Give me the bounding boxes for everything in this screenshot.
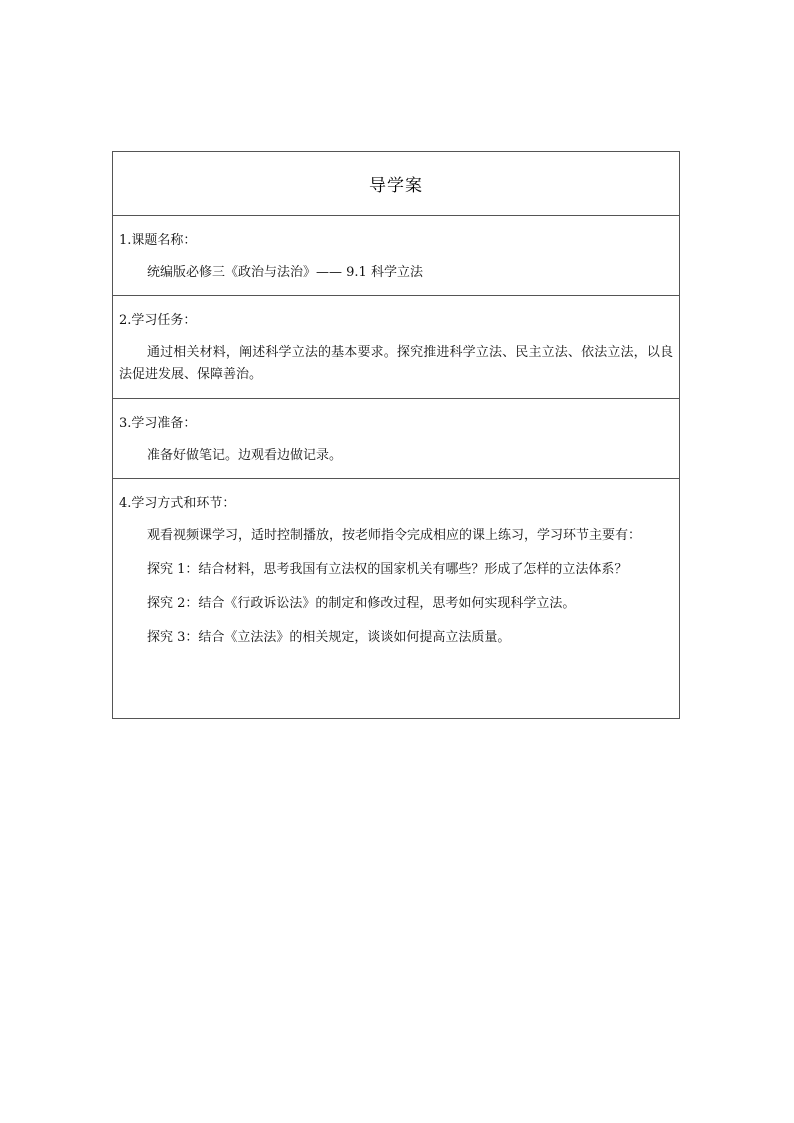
section-methods: [113, 478, 679, 718]
document-title: 导学案: [369, 176, 423, 196]
inquiry-1: 探究 1：结合材料，思考我国有立法权的国家机关有哪些？形成了怎样的立法体系？: [147, 562, 628, 577]
section-topic: [113, 215, 679, 295]
inquiry-2: 探究 2：结合《行政诉讼法》的制定和修改过程，思考如何实现科学立法。: [147, 596, 576, 611]
section-paragraph: 通过相关材料，阐述科学立法的基本要求。探究推进科学立法、民主立法、依法立法，以良法促进发展、保障善治。: [119, 345, 673, 382]
inquiry-3: 探究 3：结合《立法法》的相关规定，谈谈如何提高立法质量。: [147, 630, 511, 645]
section-heading: 1.课题名称：: [119, 233, 197, 248]
section-preparation: [113, 398, 679, 478]
section-heading: 3.学习准备：: [119, 416, 197, 431]
section-paragraph: 观看视频课学习，适时控制播放，按老师指令完成相应的课上练习，学习环节主要有：: [147, 528, 642, 543]
section-heading: 4.学习方式和环节：: [119, 496, 236, 511]
guide-table: [112, 151, 680, 719]
title-cell: [113, 152, 679, 215]
section-paragraph: 准备好做笔记。边观看边做记录。: [147, 448, 343, 463]
section-tasks: [113, 295, 679, 398]
section-paragraph: 统编版必修三《政治与法治》—— 9.1 科学立法: [147, 265, 423, 280]
section-heading: 2.学习任务：: [119, 313, 197, 328]
